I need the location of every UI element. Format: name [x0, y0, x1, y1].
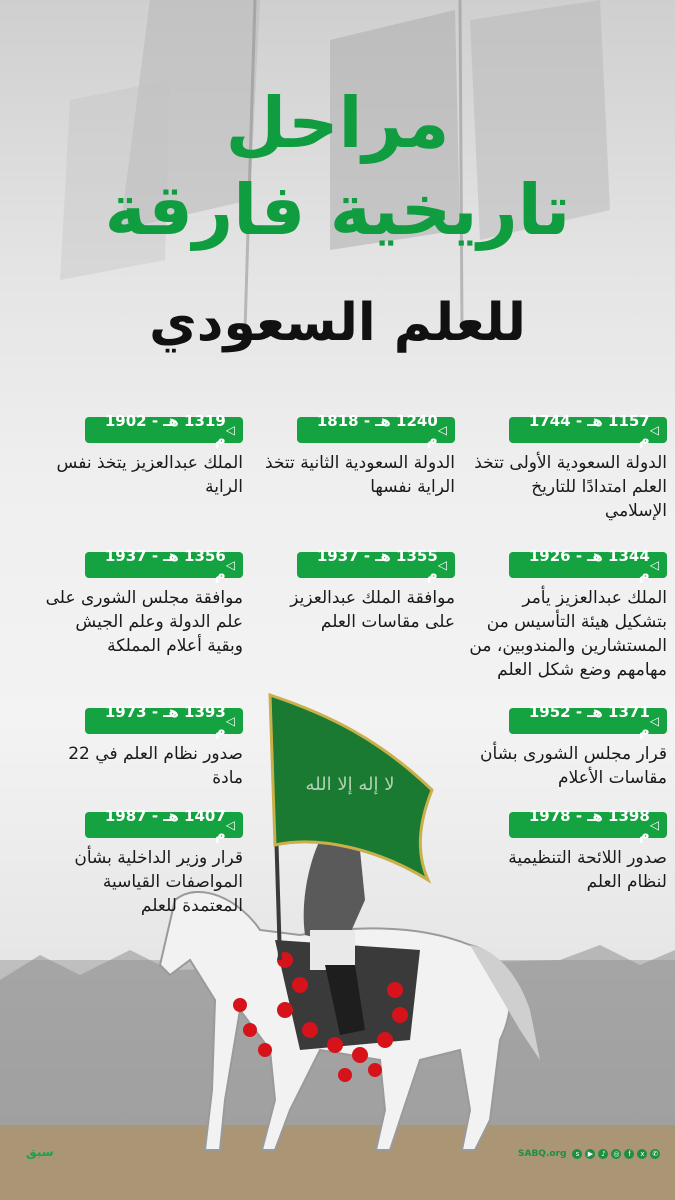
date-badge — [297, 547, 455, 583]
title-line-1: مراحل — [225, 82, 450, 164]
x-icon[interactable]: x — [637, 1149, 647, 1159]
timeline-entry — [43, 807, 243, 918]
entry-description: الملك عبدالعزيز يتخذ نفس الراية — [56, 453, 243, 497]
date-label: 1157 هـ - 1744 م — [528, 412, 650, 448]
triangle-left-icon: ◁ — [225, 818, 235, 832]
entry-description: موافقة مجلس الشورى على علم الدولة وعلم الجيش وبقية أعلام المملكة — [45, 588, 243, 656]
date-label: 1355 هـ - 1937 م — [316, 547, 438, 583]
title-line-3: للعلم السعودي — [149, 293, 526, 353]
entry-description: صدور نظام العلم في 22 مادة — [68, 744, 243, 788]
date-badge — [85, 807, 243, 843]
date-label: 1356 هـ - 1937 م — [104, 547, 226, 583]
triangle-left-icon: ◁ — [437, 558, 447, 572]
timeline-entry — [467, 547, 667, 682]
date-label: 1398 هـ - 1978 م — [528, 807, 650, 843]
date-badge — [509, 547, 667, 583]
facebook-icon[interactable]: f — [624, 1149, 634, 1159]
timeline-entry — [467, 703, 667, 790]
timeline-entry — [255, 412, 455, 499]
entry-description: الدولة السعودية الأولى تتخذ العلم امتدادًا للتاريخ الإسلامي — [474, 453, 667, 521]
entry-description: صدور اللائحة التنظيمية لنظام العلم — [508, 848, 667, 892]
instagram-icon[interactable]: ◎ — [613, 1150, 620, 1158]
triangle-left-icon: ◁ — [649, 818, 659, 832]
timeline-entry — [43, 703, 243, 790]
triangle-left-icon: ◁ — [437, 423, 447, 437]
date-label: 1240 هـ - 1818 م — [316, 412, 438, 448]
triangle-left-icon: ◁ — [649, 423, 659, 437]
triangle-left-icon: ◁ — [649, 558, 659, 572]
date-label: 1371 هـ - 1952 م — [528, 703, 650, 739]
whatsapp-icon[interactable]: ✆ — [650, 1149, 660, 1159]
entry-description: قرار وزير الداخلية بشأن المواصفات القياسية المعتمدة للعلم — [74, 848, 243, 916]
triangle-left-icon: ◁ — [649, 714, 659, 728]
entry-description: موافقة الملك عبدالعزيز على مقاسات العلم — [290, 588, 455, 632]
timeline-entry — [43, 547, 243, 658]
timeline-entry — [43, 412, 243, 499]
tiktok-icon[interactable]: ♪ — [598, 1149, 608, 1159]
date-label: 1393 هـ - 1973 م — [104, 703, 226, 739]
date-badge — [509, 807, 667, 843]
entry-description: الدولة السعودية الثانية تتخذ الراية نفسها — [265, 453, 455, 497]
entry-description: قرار مجلس الشورى بشأن مقاسات الأعلام — [480, 744, 667, 788]
snapchat-icon[interactable]: s — [572, 1149, 582, 1159]
date-badge — [297, 412, 455, 448]
timeline-entry — [467, 412, 667, 523]
date-badge — [509, 703, 667, 739]
date-label: 1344 هـ - 1926 م — [528, 547, 650, 583]
date-badge — [85, 703, 243, 739]
timeline-entry — [255, 547, 455, 634]
date-label: 1319 هـ - 1902 م — [104, 412, 226, 448]
timeline-entry — [467, 807, 667, 894]
svg-text:لا إله إلا الله: لا إله إلا الله — [305, 774, 395, 795]
triangle-left-icon: ◁ — [225, 558, 235, 572]
entry-description: الملك عبدالعزيز يأمر بتشكيل هيئة التأسيس من المستشارين والمندوبين، من مهامهم وضع شكل العلم — [469, 588, 667, 680]
date-badge — [509, 412, 667, 448]
date-label: 1407 هـ - 1987 م — [104, 807, 226, 843]
title-line-2: تاريخية فارقة — [104, 169, 571, 251]
social-links — [518, 1149, 660, 1159]
sabq-logo: سبق — [26, 1145, 54, 1159]
date-badge — [85, 547, 243, 583]
date-badge — [85, 412, 243, 448]
triangle-left-icon: ◁ — [225, 423, 235, 437]
youtube-icon[interactable]: ▶ — [585, 1149, 595, 1159]
triangle-left-icon: ◁ — [225, 714, 235, 728]
site-url[interactable]: SABQ.org — [518, 1149, 567, 1159]
